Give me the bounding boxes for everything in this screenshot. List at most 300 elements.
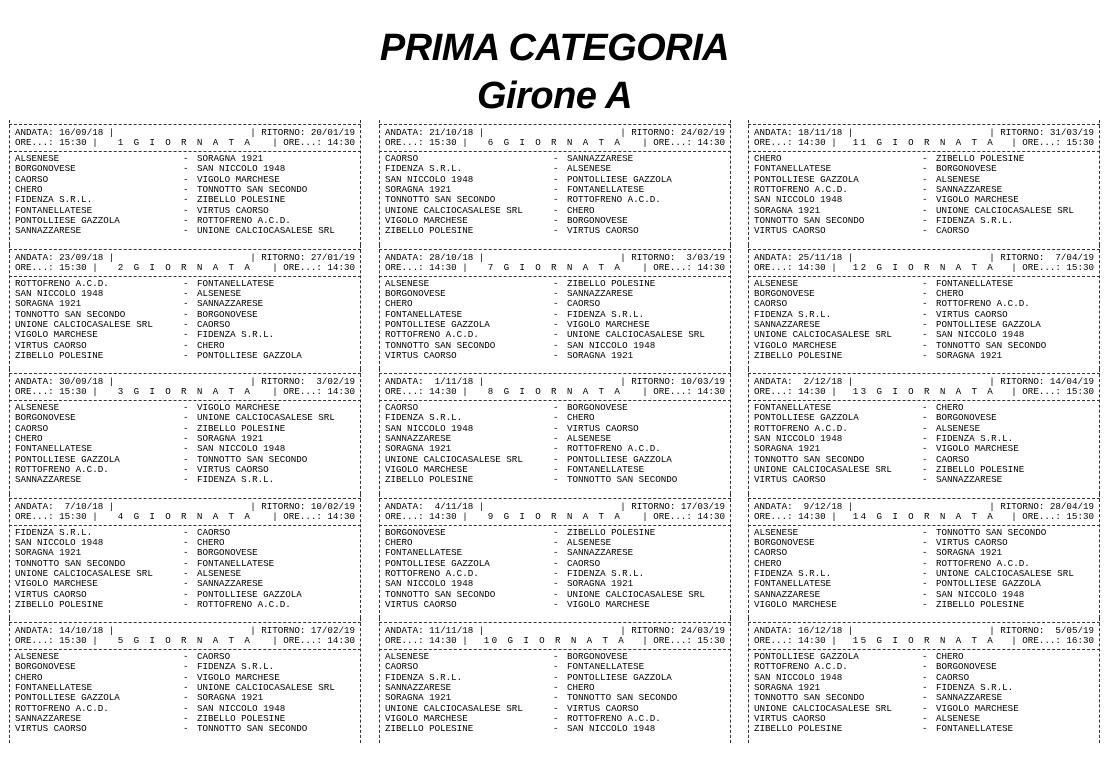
away-team: ALSENESE <box>936 422 981 434</box>
giornata-block <box>379 120 731 245</box>
match-separator: - <box>922 713 928 725</box>
match-separator: - <box>922 661 928 673</box>
divider-left <box>379 618 380 743</box>
match-row <box>754 579 1094 589</box>
andata-date: 4/11/18 <box>429 500 474 512</box>
divider-left <box>9 120 10 245</box>
home-team: VIRTUS CAORSO <box>754 713 826 725</box>
home-team: ZIBELLO POLESINE <box>15 598 104 610</box>
match-separator: - <box>183 588 189 600</box>
divider-left <box>748 494 749 619</box>
home-team: PONTOLLIESE GAZZOLA <box>385 557 490 569</box>
divider-left <box>379 245 380 370</box>
match-separator: - <box>553 329 559 341</box>
home-team: BORGONOVESE <box>15 163 76 175</box>
match-separator: - <box>922 433 928 445</box>
ritorno-date: 17/03/19 <box>680 500 725 512</box>
ritorno-cell: | RITORNO: 17/02/19 <box>250 625 355 636</box>
home-team: ROTTOFRENO A.C.D. <box>385 329 479 341</box>
away-team: CAORSO <box>197 318 231 330</box>
divider-line <box>748 525 1100 526</box>
ore-andata-cell: ORE...: 14:30 | <box>385 261 468 273</box>
match-separator: - <box>183 547 189 559</box>
away-team: UNIONE CALCIOCASALESE SRL <box>567 588 705 600</box>
home-team: SANNAZZARESE <box>15 713 82 725</box>
home-team: SAN NICCOLO 1948 <box>15 536 104 548</box>
ritorno-cell: | RITORNO: 17/03/19 <box>620 500 725 512</box>
match-row <box>15 548 355 558</box>
ritorno-label: RITORNO: <box>631 625 676 636</box>
away-team: ROTTOFRENO A.C.D. <box>936 298 1030 310</box>
home-team: TONNOTTO SAN SECONDO <box>754 215 865 227</box>
match-separator: - <box>183 567 189 579</box>
match-separator: - <box>922 682 928 694</box>
ore-ritorno-cell: | ORE...: 14:30 <box>642 137 725 148</box>
away-team: CAORSO <box>936 671 970 683</box>
giornata-label: G I O R N A T A <box>876 261 996 273</box>
ritorno-date: 7/04/19 <box>1049 251 1094 263</box>
away-team: PONTOLLIESE GAZZOLA <box>197 349 302 361</box>
away-team: FONTANELLATESE <box>567 464 645 476</box>
home-team: UNIONE CALCIOCASALESE SRL <box>754 464 892 476</box>
match-separator: - <box>553 225 559 237</box>
home-team: FIDENZA S.R.L. <box>15 526 93 538</box>
away-team: ROTTOFRENO A.C.D. <box>567 443 661 455</box>
match-separator: - <box>183 464 189 476</box>
ritorno-cell: | RITORNO: 24/03/19 <box>620 625 725 636</box>
home-team: PONTOLLIESE GAZZOLA <box>754 173 859 185</box>
home-team: UNIONE CALCIOCASALESE SRL <box>15 567 153 579</box>
away-team: TONNOTTO SAN SECONDO <box>197 723 308 735</box>
away-team: FONTANELLATESE <box>197 277 275 289</box>
giornata-block <box>379 369 731 494</box>
andata-cell: ANDATA: 1/11/18 | <box>385 376 485 387</box>
ore-andata-cell: ORE...: 15:30 | <box>15 510 98 522</box>
ore-label: ORE...: <box>283 261 322 273</box>
match-separator: - <box>553 298 559 310</box>
match-separator: - <box>183 204 189 216</box>
away-team: ZIBELLO POLESINE <box>567 526 656 538</box>
match-separator: - <box>553 713 559 725</box>
andata-date: 14/10/18 <box>59 625 104 636</box>
match-separator: - <box>183 308 189 320</box>
andata-date: 21/10/18 <box>429 127 474 138</box>
ritorno-label: RITORNO: <box>1000 376 1045 387</box>
ore-andata-time: 15:30 <box>59 137 87 148</box>
match-separator: - <box>183 277 189 289</box>
away-team: ZIBELLO POLESINE <box>936 598 1025 610</box>
andata-cell: ANDATA: 4/11/18 | <box>385 500 485 512</box>
match-separator: - <box>922 194 928 206</box>
header-row-ore <box>385 636 725 646</box>
andata-label: ANDATA: <box>15 376 54 387</box>
giornata-label: G I O R N A T A <box>503 261 623 273</box>
home-team: SAN NICCOLO 1948 <box>754 433 843 445</box>
divider-left <box>9 369 10 494</box>
divider-line <box>9 276 361 277</box>
divider-right <box>1099 120 1100 245</box>
match-separator: - <box>922 153 928 164</box>
andata-date: 16/09/18 <box>59 127 104 138</box>
match-row <box>754 299 1094 309</box>
home-team: ALSENESE <box>754 526 799 538</box>
divider-line <box>748 151 1100 152</box>
ritorno-date: 10/03/19 <box>680 376 725 387</box>
divider-line <box>748 622 1100 623</box>
match-separator: - <box>922 567 928 579</box>
match-separator: - <box>183 723 189 735</box>
match-separator: - <box>553 287 559 299</box>
home-team: CAORSO <box>15 422 49 434</box>
away-team: SORAGNA 1921 <box>936 547 1003 559</box>
ritorno-date: 17/02/19 <box>310 625 355 636</box>
away-team: ZIBELLO POLESINE <box>197 194 286 206</box>
header-row-ore <box>385 263 725 273</box>
home-team: UNIONE CALCIOCASALESE SRL <box>754 702 892 714</box>
match-separator: - <box>922 412 928 424</box>
home-team: ROTTOFRENO A.C.D. <box>754 661 848 673</box>
home-team: SAN NICCOLO 1948 <box>385 422 474 434</box>
home-team: VIRTUS CAORSO <box>15 723 87 735</box>
andata-label: ANDATA: <box>754 500 793 512</box>
ritorno-date: 10/02/19 <box>310 500 355 512</box>
ore-label: ORE...: <box>283 510 322 522</box>
ore-andata-cell: ORE...: 14:30 | <box>754 635 837 646</box>
home-team: FIDENZA S.R.L. <box>754 567 832 579</box>
home-team: SANNAZZARESE <box>754 588 821 600</box>
divider-line <box>748 249 1100 250</box>
match-separator: - <box>553 433 559 445</box>
ritorno-cell: | RITORNO: 3/02/19 <box>250 376 355 387</box>
away-team: FIDENZA S.R.L. <box>567 308 645 320</box>
away-team: ROTTOFRENO A.C.D. <box>567 194 661 206</box>
match-list <box>15 528 355 611</box>
away-team: PONTOLLIESE GAZZOLA <box>567 671 672 683</box>
away-team: UNIONE CALCIOCASALESE SRL <box>936 567 1074 579</box>
match-separator: - <box>553 547 559 559</box>
giornata-num: 6 <box>487 137 496 148</box>
away-team: SAN NICCOLO 1948 <box>567 723 656 735</box>
away-team: VIRTUS CAORSO <box>936 536 1008 548</box>
ore-ritorno-cell: | ORE...: 15:30 <box>1011 510 1094 522</box>
giornata-num: 3 <box>117 386 126 397</box>
home-team: ROTTOFRENO A.C.D. <box>15 464 109 476</box>
andata-cell: ANDATA: 7/10/18 | <box>15 500 115 512</box>
ore-ritorno-time: 15:30 <box>1066 386 1094 397</box>
ore-label: ORE...: <box>283 635 322 646</box>
away-team: ALSENESE <box>567 536 612 548</box>
match-list <box>385 154 725 237</box>
andata-cell: ANDATA: 21/10/18 | <box>385 127 485 138</box>
andata-date: 2/12/18 <box>798 376 843 387</box>
ore-andata-time: 14:30 <box>798 261 826 273</box>
andata-date: 25/11/18 <box>798 251 843 263</box>
home-team: UNIONE CALCIOCASALESE SRL <box>754 329 892 341</box>
match-separator: - <box>183 225 189 237</box>
ritorno-cell: | RITORNO: 27/01/19 <box>250 251 355 263</box>
away-team: PONTOLLIESE GAZZOLA <box>567 453 672 465</box>
divider-right <box>730 369 731 494</box>
andata-label: ANDATA: <box>754 625 793 636</box>
away-team: CHERO <box>936 651 964 662</box>
match-separator: - <box>553 723 559 735</box>
match-separator: - <box>183 184 189 196</box>
match-separator: - <box>553 453 559 465</box>
match-list <box>15 279 355 362</box>
home-team: CHERO <box>15 433 43 445</box>
away-team: SORAGNA 1921 <box>197 153 264 164</box>
giornata-num: 5 <box>117 635 126 646</box>
ore-label: ORE...: <box>385 386 424 397</box>
away-team: CHERO <box>197 536 225 548</box>
home-team: UNIONE CALCIOCASALESE SRL <box>385 702 523 714</box>
away-team: ZIBELLO POLESINE <box>936 464 1025 476</box>
ore-label: ORE...: <box>1022 386 1061 397</box>
ore-label: ORE...: <box>754 261 793 273</box>
divider-line <box>9 373 361 374</box>
away-team: SORAGNA 1921 <box>197 692 264 704</box>
divider-right <box>730 245 731 370</box>
andata-cell: ANDATA: 11/11/18 | <box>385 625 485 636</box>
ore-andata-cell: ORE...: 14:30 | <box>754 137 837 148</box>
ore-andata-time: 15:30 <box>59 510 87 522</box>
match-row <box>385 299 725 309</box>
divider-line <box>379 249 731 250</box>
ritorno-label: RITORNO: <box>1000 625 1045 636</box>
home-team: CAORSO <box>385 661 419 673</box>
ritorno-label: RITORNO: <box>261 376 306 387</box>
home-team: PONTOLLIESE GAZZOLA <box>15 692 120 704</box>
match-separator: - <box>922 277 928 289</box>
home-team: TONNOTTO SAN SECONDO <box>754 453 865 465</box>
giornata-num: 2 <box>117 261 126 273</box>
home-team: TONNOTTO SAN SECONDO <box>385 339 496 351</box>
match-row <box>15 351 355 361</box>
giornata-num: 4 <box>117 510 126 522</box>
ore-andata-cell: ORE...: 14:30 | <box>754 261 837 273</box>
ore-label: ORE...: <box>385 137 424 148</box>
ore-ritorno-time: 14:30 <box>697 137 725 148</box>
home-team: FONTANELLATESE <box>754 402 832 413</box>
match-list <box>754 528 1094 611</box>
match-separator: - <box>553 567 559 579</box>
home-team: FIDENZA S.R.L. <box>385 671 463 683</box>
divider-line <box>748 373 1100 374</box>
giornata-label: G I O R N A T A <box>133 635 253 646</box>
match-separator: - <box>553 308 559 320</box>
home-team: FONTANELLATESE <box>15 204 93 216</box>
ore-label: ORE...: <box>754 635 793 646</box>
away-team: TONNOTTO SAN SECONDO <box>197 184 308 196</box>
home-team: BORGONOVESE <box>15 661 76 673</box>
ore-andata-time: 14:30 <box>429 261 457 273</box>
match-separator: - <box>183 402 189 413</box>
andata-label: ANDATA: <box>754 251 793 263</box>
ore-label: ORE...: <box>15 261 54 273</box>
match-separator: - <box>183 412 189 424</box>
ore-label: ORE...: <box>653 261 692 273</box>
away-team: CHERO <box>567 204 595 216</box>
match-separator: - <box>922 339 928 351</box>
home-team: CHERO <box>754 153 782 164</box>
home-team: SORAGNA 1921 <box>385 692 452 704</box>
home-team: FIDENZA S.R.L. <box>385 163 463 175</box>
match-separator: - <box>553 153 559 164</box>
giornata-num: 11 <box>852 137 869 148</box>
ore-andata-time: 14:30 <box>798 510 826 522</box>
match-row <box>754 548 1094 558</box>
home-team: CHERO <box>754 557 782 569</box>
divider-line <box>9 498 361 499</box>
divider-left <box>9 245 10 370</box>
divider-right <box>360 245 361 370</box>
ore-andata-cell: ORE...: 15:30 | <box>15 635 98 646</box>
column-3 <box>748 120 1100 743</box>
match-separator: - <box>183 651 189 662</box>
away-team: SAN NICCOLO 1948 <box>197 443 286 455</box>
match-row <box>385 548 725 558</box>
match-list <box>754 403 1094 486</box>
header-row-ore <box>15 138 355 148</box>
header-row-ore <box>15 512 355 522</box>
away-team: CHERO <box>197 339 225 351</box>
divider-left <box>379 120 380 245</box>
divider-line <box>379 151 731 152</box>
divider-left <box>9 618 10 743</box>
ore-ritorno-time: 15:30 <box>1066 137 1094 148</box>
giornata-num: 7 <box>487 261 496 273</box>
giornata-num: 12 <box>852 261 869 273</box>
away-team: VIRTUS CAORSO <box>567 702 639 714</box>
away-team: PONTOLLIESE GAZZOLA <box>567 173 672 185</box>
away-team: VIRTUS CAORSO <box>567 225 639 237</box>
away-team: FONTANELLATESE <box>936 277 1014 289</box>
ore-ritorno-time: 14:30 <box>697 510 725 522</box>
match-separator: - <box>553 536 559 548</box>
match-separator: - <box>922 557 928 569</box>
match-list <box>385 279 725 362</box>
away-team: SAN NICCOLO 1948 <box>197 702 286 714</box>
away-team: VIGOLO MARCHESE <box>936 194 1019 206</box>
match-row <box>15 299 355 309</box>
home-team: FIDENZA S.R.L. <box>15 194 93 206</box>
away-team: ALSENESE <box>197 287 242 299</box>
header-row-ore <box>754 387 1094 397</box>
away-team: TONNOTTO SAN SECONDO <box>567 692 678 704</box>
away-team: ALSENESE <box>567 163 612 175</box>
ore-ritorno-cell: | ORE...: 15:30 <box>1011 386 1094 397</box>
home-team: SANNAZZARESE <box>754 318 821 330</box>
match-separator: - <box>922 287 928 299</box>
match-separator: - <box>183 474 189 486</box>
home-team: CAORSO <box>385 402 419 413</box>
match-row <box>385 600 725 610</box>
away-team: SAN NICCOLO 1948 <box>936 588 1025 600</box>
ore-andata-time: 14:30 <box>798 386 826 397</box>
match-separator: - <box>553 526 559 538</box>
ore-andata-time: 14:30 <box>429 386 457 397</box>
away-team: TONNOTTO SAN SECONDO <box>197 453 308 465</box>
match-separator: - <box>922 163 928 175</box>
giornata-label: G I O R N A T A <box>507 635 627 646</box>
match-list <box>385 403 725 486</box>
match-separator: - <box>922 453 928 465</box>
away-team: CHERO <box>567 682 595 694</box>
giornata-block <box>748 245 1100 370</box>
ritorno-date: 3/03/19 <box>680 251 725 263</box>
match-separator: - <box>183 287 189 299</box>
home-team: SORAGNA 1921 <box>15 298 82 310</box>
ore-ritorno-time: 14:30 <box>327 386 355 397</box>
home-team: ZIBELLO POLESINE <box>754 723 843 735</box>
ritorno-date: 24/03/19 <box>680 625 725 636</box>
ore-ritorno-time: 16:30 <box>1066 635 1094 646</box>
away-team: VIRTUS CAORSO <box>567 422 639 434</box>
home-team: BORGONOVESE <box>385 526 446 538</box>
divider-line <box>9 649 361 650</box>
giornata-block <box>748 618 1100 743</box>
ore-label: ORE...: <box>1022 261 1061 273</box>
away-team: TONNOTTO SAN SECONDO <box>567 474 678 486</box>
ore-ritorno-cell: | ORE...: 14:30 <box>272 635 355 646</box>
divider-line <box>379 373 731 374</box>
home-team: VIGOLO MARCHESE <box>385 464 468 476</box>
column-2 <box>379 120 731 743</box>
home-team: PONTOLLIESE GAZZOLA <box>754 651 859 662</box>
ore-ritorno-cell: | ORE...: 14:30 <box>642 510 725 522</box>
andata-cell: ANDATA: 18/11/18 | <box>754 127 854 138</box>
match-list <box>385 528 725 611</box>
ritorno-date: 5/05/19 <box>1049 625 1094 636</box>
away-team: SANNAZZARESE <box>567 153 634 164</box>
home-team: SANNAZZARESE <box>15 225 82 237</box>
match-separator: - <box>553 318 559 330</box>
away-team: BORGONOVESE <box>936 163 997 175</box>
match-separator: - <box>922 536 928 548</box>
ore-label: ORE...: <box>15 635 54 646</box>
match-separator: - <box>922 692 928 704</box>
match-separator: - <box>553 194 559 206</box>
ritorno-cell: | RITORNO: 3/03/19 <box>620 251 725 263</box>
match-list <box>385 652 725 735</box>
match-row <box>385 351 725 361</box>
andata-cell: ANDATA: 2/12/18 | <box>754 376 854 387</box>
ritorno-cell: | RITORNO: 10/03/19 <box>620 376 725 387</box>
match-separator: - <box>183 153 189 164</box>
ore-label: ORE...: <box>653 510 692 522</box>
home-team: FONTANELLATESE <box>754 163 832 175</box>
divider-line <box>9 525 361 526</box>
home-team: VIGOLO MARCHESE <box>15 578 98 590</box>
home-team: ZIBELLO POLESINE <box>15 349 104 361</box>
divider-line <box>748 400 1100 401</box>
ritorno-cell: | RITORNO: 28/04/19 <box>989 500 1094 512</box>
divider-line <box>9 400 361 401</box>
giornata-num: 14 <box>852 510 869 522</box>
home-team: ZIBELLO POLESINE <box>385 474 474 486</box>
giornata-label: G I O R N A T A <box>503 137 623 148</box>
home-team: FONTANELLATESE <box>15 682 93 694</box>
ritorno-label: RITORNO: <box>1000 127 1045 138</box>
match-row <box>754 351 1094 361</box>
away-team: SAN NICCOLO 1948 <box>567 339 656 351</box>
ore-ritorno-time: 15:30 <box>1066 261 1094 273</box>
andata-label: ANDATA: <box>385 500 424 512</box>
andata-cell: ANDATA: 23/09/18 | <box>15 251 115 263</box>
match-list <box>15 652 355 735</box>
away-team: CHERO <box>936 402 964 413</box>
giornata-block <box>748 369 1100 494</box>
